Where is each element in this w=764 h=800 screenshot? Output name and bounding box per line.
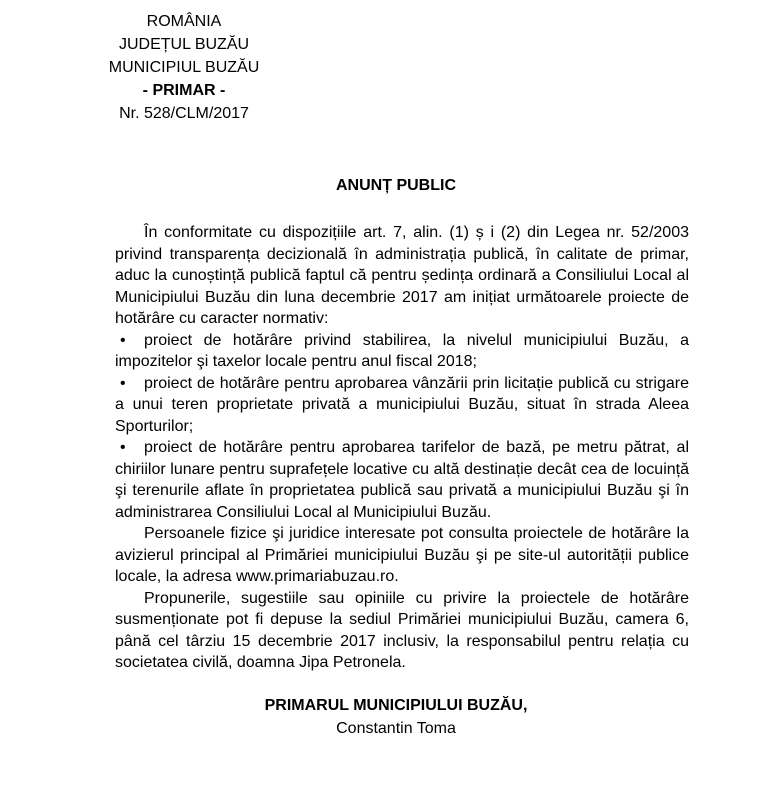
intro-paragraph: În conformitate cu dispozițiile art. 7, alin. (1) ș i (2) din Legea nr. 52/2003 privind transparența decizională în administrația publică, în calitate de primar, aduc la cunoștință publică faptul că pentru ședința ordinară a Consiliului Local al Municipiului Buzău din luna decembrie 2017 am inițiat următoarele proiecte de hotărâre cu caracter normativ: (115, 224, 689, 327)
signature-title: PRIMARUL MUNICIPIULUI BUZĂU, (264, 697, 528, 714)
announcement-body (115, 222, 689, 674)
document-header (96, 10, 272, 125)
bullet-icon: • (120, 331, 126, 349)
project-text: proiect de hotărâre privind stabilirea, la nivelul municipiului Buzău, a impozitelor şi taxelor locale pentru anul fiscal 2018; (115, 331, 689, 370)
header-office: - PRIMAR - (142, 82, 226, 99)
header-municipality: MUNICIPIUL BUZĂU (108, 59, 260, 76)
list-item (115, 330, 689, 373)
header-county: JUDEȚUL BUZĂU (118, 36, 250, 53)
projects-list (115, 330, 689, 524)
header-number: Nr. 528/CLM/2017 (119, 105, 249, 122)
proposals-paragraph: Propunerile, sugestiile sau opiniile cu privire la proiectele de hotărâre susmenționate pot fi depuse la sediul Primăriei municipiului Buzău, camera 6, până cel târziu 15 decembrie 2017 inclusiv, la responsabilul pentru relația cu societatea civilă, doamna Jipa Petronela. (115, 589, 689, 671)
bullet-icon: • (120, 439, 126, 456)
list-item (115, 437, 689, 523)
list-item (115, 373, 689, 438)
project-text: proiect de hotărâre pentru aprobarea vânzării prin licitație publică cu strigare a unui teren proprietate privată a municipiului Buzău, situat în strada Aleea Sporturilor; (115, 374, 689, 435)
header-country: ROMÂNIA (146, 13, 222, 30)
bullet-icon: • (120, 374, 126, 392)
project-text: proiect de hotărâre pentru aprobarea tarifelor de bază, pe metru pătrat, al chiriilor lunare pentru suprafețele locative cu altă destinație decât cea de locuință şi terenurile aflate în proprietatea publică sau privată a municipiului Buzău şi în administrarea Consiliului Local al Municipiului Buzău. (115, 439, 689, 521)
consultation-paragraph: Persoanele fizice şi juridice interesate pot consulta proiectele de hotărâre la avizierul principal al Primăriei municipiului Buzău şi pe site-ul autorității publice locale, la adresa www.primariabuzau.ro. (115, 525, 689, 585)
page-title: ANUNȚ PUBLIC (336, 177, 456, 194)
signature-name: Constantin Toma (336, 720, 456, 737)
